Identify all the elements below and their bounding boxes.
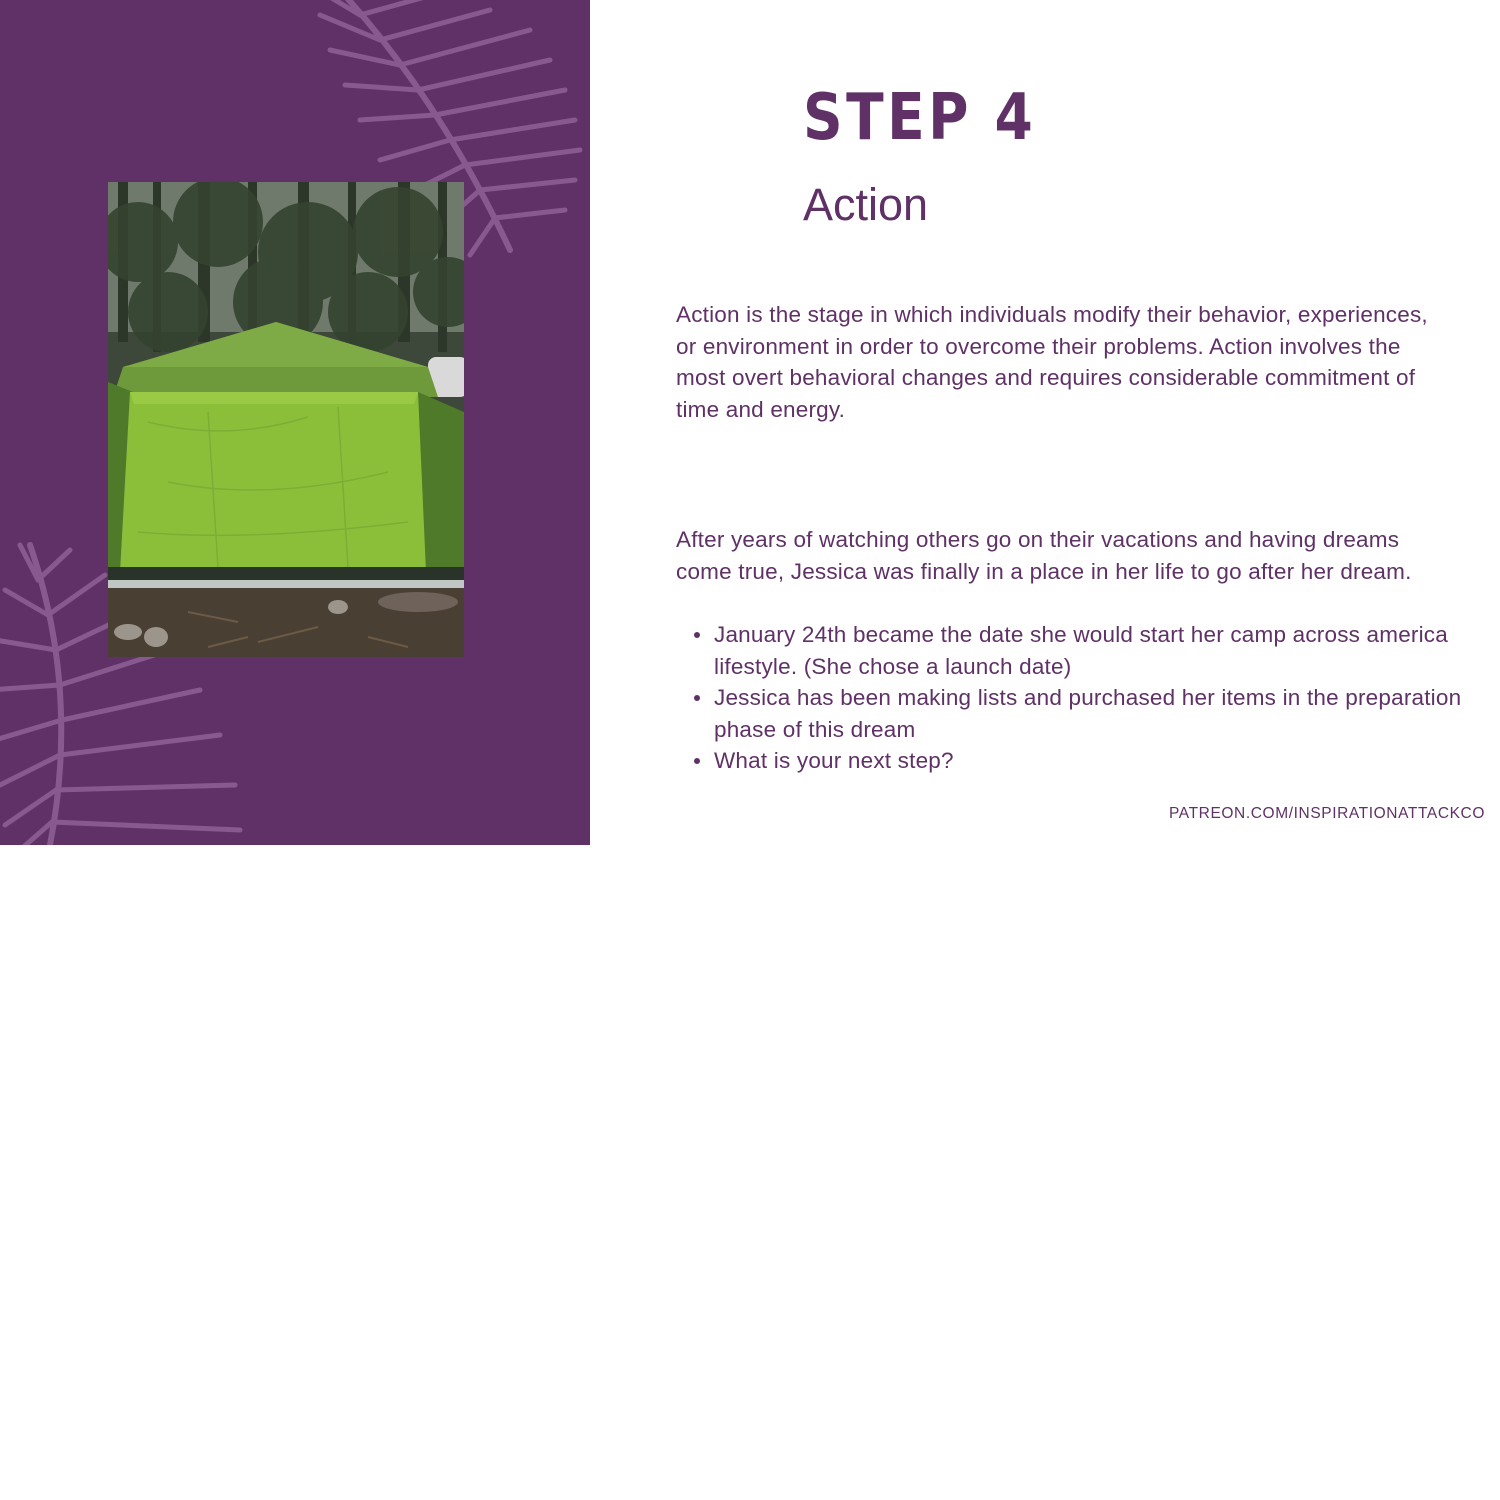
tent-photo [108,182,464,657]
page-title: STEP 4 [803,81,1037,155]
list-item: What is your next step? [714,745,1474,777]
story-paragraph: After years of watching others go on their vacations and having dreams come true, Jessica was finally in a place in her life to go after her dream. [676,527,1412,584]
tent-illustration [108,182,464,657]
definition-paragraph: Action is the stage in which individuals modify their behavior, experiences, or environment in order to overcome their problems. Action involves the most overt behavioral changes and requires considerable commitment of time and energy. [676,302,1428,422]
page-subtitle: Action [803,179,929,230]
bullet-list [676,619,1474,777]
left-panel [0,0,590,845]
list-item: January 24th became the date she would start her camp across america lifestyle. (She chose a launch date) [714,619,1474,682]
footer-link[interactable]: PATREON.COM/INSPIRATIONATTACKCO [1169,805,1485,822]
list-item: Jessica has been making lists and purchased her items in the preparation phase of this dream [714,682,1474,745]
